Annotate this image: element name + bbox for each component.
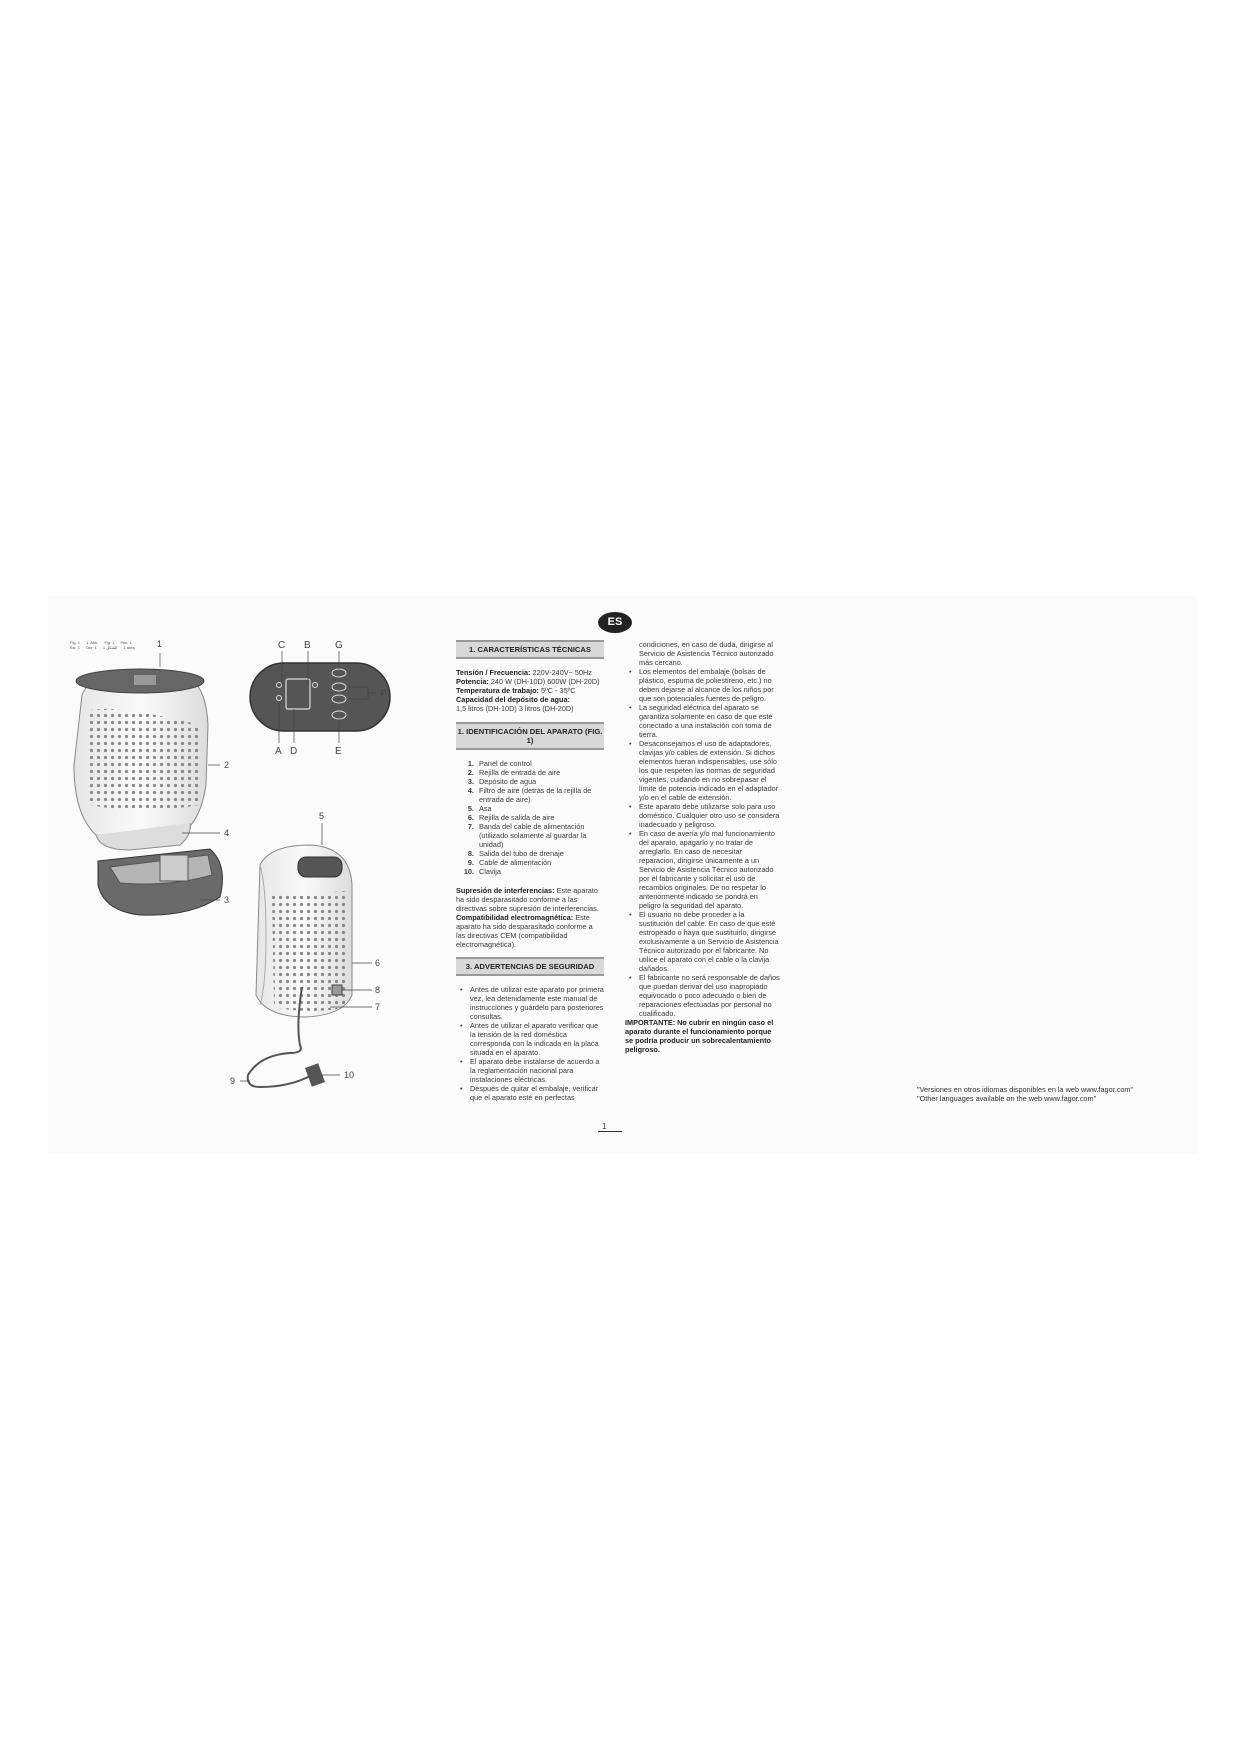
language-badge: ES bbox=[598, 612, 632, 633]
list-item: • Este aparato debe utilizarse solo para uso doméstico. Cualquier otro uso se considera inadecuado y peligroso. bbox=[639, 802, 780, 829]
text-column-1 bbox=[456, 640, 604, 1102]
list-item: • Antes de utilizar este aparato por primera vez, lea detenidamente este manual de instrucciones y guárdelo para posteriores consultas. bbox=[470, 985, 604, 1021]
panel-label-c: C bbox=[278, 640, 286, 651]
panel-label-e: E bbox=[335, 746, 342, 757]
rear-view-figure bbox=[248, 845, 355, 1087]
spec-capacity: Capacidad del depósito de agua: bbox=[456, 695, 570, 704]
callout-8: 8 bbox=[375, 985, 381, 995]
panel-label-g: G bbox=[335, 640, 343, 651]
list-item: • La seguridad eléctrica del aparato se garantiza solamente en caso de que esté conectado a una instalación con toma de tierra. bbox=[639, 703, 780, 739]
figure-legend: Fig. 1 1. Abb. Fig. 1 Рис. 1 Εικ. 1 Obr. 1 الشكل 1 1 ábra bbox=[70, 640, 135, 650]
list-item: 5. Asa bbox=[476, 804, 604, 813]
section-title-identification: 1. IDENTIFICACIÓN DEL APARATO (FIG. 1) bbox=[456, 722, 604, 750]
safety-list-2 bbox=[625, 667, 780, 1018]
footnote-line-1: "Versiones en otros idiomas disponibles en la web www.fagor.com" bbox=[917, 1085, 1134, 1094]
section-title-safety: 3. ADVERTENCIAS DE SEGURIDAD bbox=[456, 957, 604, 976]
spec-capacity-value: 1,5 litros (DH-10D) 3 litros (DH-20D) bbox=[456, 704, 574, 713]
list-item: • Desaconsejamos el uso de adaptadores, clavijas y/o cables de extensión. Si dichos elementos fueran indispensables, use sólo los que respeten las normas de seguridad vigentes, cuidando en no sobrepasar el límite de potencia indicado en el adaptador y/o en el cable de extensión. bbox=[639, 739, 780, 802]
safety-list-1 bbox=[456, 985, 604, 1102]
panel-label-d: D bbox=[290, 746, 298, 757]
list-item: • En caso de avería y/o mal funcionamiento del aparato, apagarlo y no tratar de arreglarlo. En caso de necesitar reparacion, dirigirse únicamente a un Servicio de Asistencia Técnico autorizado por el fabricante y solicitar el uso de recambios originales. De no respetar lo anteriormente indicado se pondrá en peligro la seguridad del aparato. bbox=[639, 829, 780, 910]
section-title-technical: 1. CARACTERÍSTICAS TÉCNICAS bbox=[456, 640, 604, 659]
page-number-rule bbox=[598, 1131, 622, 1132]
callout-1: 1 bbox=[157, 639, 163, 649]
safety-continuation: condiciones, en caso de duda, dirigirse al Servicio de Asistencia Técnico autorizado más cercano. bbox=[639, 640, 774, 667]
list-item: 2. Rejilla de entrada de aire bbox=[476, 768, 604, 777]
callout-5: 5 bbox=[319, 811, 325, 821]
parts-list bbox=[456, 759, 604, 876]
text-column-2 bbox=[625, 640, 780, 1054]
spec-temperature: Temperatura de trabajo: 5ºC - 35ºC bbox=[456, 686, 576, 695]
technical-specs bbox=[456, 668, 604, 713]
footnote-line-2: "Other languages available on the web www.fagor.com" bbox=[917, 1094, 1097, 1103]
list-item: • El usuario no debe proceder a la sustitución del cable. En caso de que esté estropeado o haya que sustituirlo, dirigirse exclusivamente a un Servicio de Asistencia Técnico autorizado por el fabricante. No utilice el aparato con el cable o la clavija dañados. bbox=[639, 910, 780, 973]
list-item: 3. Depósito de agua bbox=[476, 777, 604, 786]
list-item: • Antes de utilizar el aparato verificar que la tensión de la red doméstica corresponda con la indicada en la placa situada en el aparato. bbox=[470, 1021, 604, 1057]
list-item: 10. Clavija bbox=[476, 867, 604, 876]
language-footnote bbox=[917, 1085, 1133, 1103]
panel-label-a: A bbox=[275, 746, 282, 757]
callout-2: 2 bbox=[224, 760, 230, 770]
page-number: 1 bbox=[602, 1122, 607, 1131]
callout-7: 7 bbox=[375, 1002, 381, 1012]
list-item: 7. Banda del cable de alimentación (utilizado solamente al guardar la unidad) bbox=[476, 822, 604, 849]
callout-10: 10 bbox=[344, 1070, 355, 1080]
control-panel-figure bbox=[250, 651, 390, 743]
list-item: 8. Salida del tubo de drenaje bbox=[476, 849, 604, 858]
interference-paragraph: Supresión de interferencias: Este aparato ha sido desparasitado conforme a las directivas sobre supresión de interferencias. Compatibilidad electromagnética: Este aparato ha sido desparasitado conforme a las directivas CEM (compatibilidad electromagnética). bbox=[456, 886, 599, 949]
panel-label-f: F bbox=[380, 689, 387, 700]
list-item: 6. Rejilla de salida de aire bbox=[476, 813, 604, 822]
callout-3: 3 bbox=[224, 895, 230, 905]
panel-label-b: B bbox=[304, 640, 311, 651]
callout-4: 4 bbox=[224, 828, 230, 838]
spec-power: Potencia: 240 W (DH-10D) 600W (DH-20D) bbox=[456, 677, 600, 686]
callout-6: 6 bbox=[375, 958, 381, 968]
list-item: • Después de quitar el embalaje, verificar que el aparato esté en perfectas bbox=[470, 1084, 604, 1102]
list-item: • Los elementos del embalaje (bolsas de plástico, espuma de poliestireno, etc.) no deben dejarse al alcance de los niños por que son potenciales fuentes de peligro. bbox=[639, 667, 780, 703]
important-warning: IMPORTANTE: No cubrir en ningún caso el aparato durante el funcionamiento porque se podría producir un sobrecalentamiento peligroso. bbox=[625, 1018, 774, 1054]
list-item: 9. Cable de alimentación bbox=[476, 858, 604, 867]
list-item: • El aparato debe instalarse de acuerdo a la reglamentación nacional para instalaciones eléctricas. bbox=[470, 1057, 604, 1084]
list-item: 4. Filtro de aire (detrás de la rejilla de entrada de aire) bbox=[476, 786, 604, 804]
front-view-figure bbox=[74, 669, 222, 915]
dehumidifier-diagram bbox=[60, 635, 420, 1115]
spec-voltage: Tensión / Frecuencia: 220V-240V~ 50Hz bbox=[456, 668, 592, 677]
list-item: 1. Panel de control bbox=[476, 759, 604, 768]
list-item: • El fabricante no será responsable de daños que puedan derivar del uso inapropiado equivocado o poco adecuado o bien de reparaciones efectuadas por personal no cualificado. bbox=[639, 973, 780, 1018]
callout-9: 9 bbox=[230, 1076, 236, 1086]
